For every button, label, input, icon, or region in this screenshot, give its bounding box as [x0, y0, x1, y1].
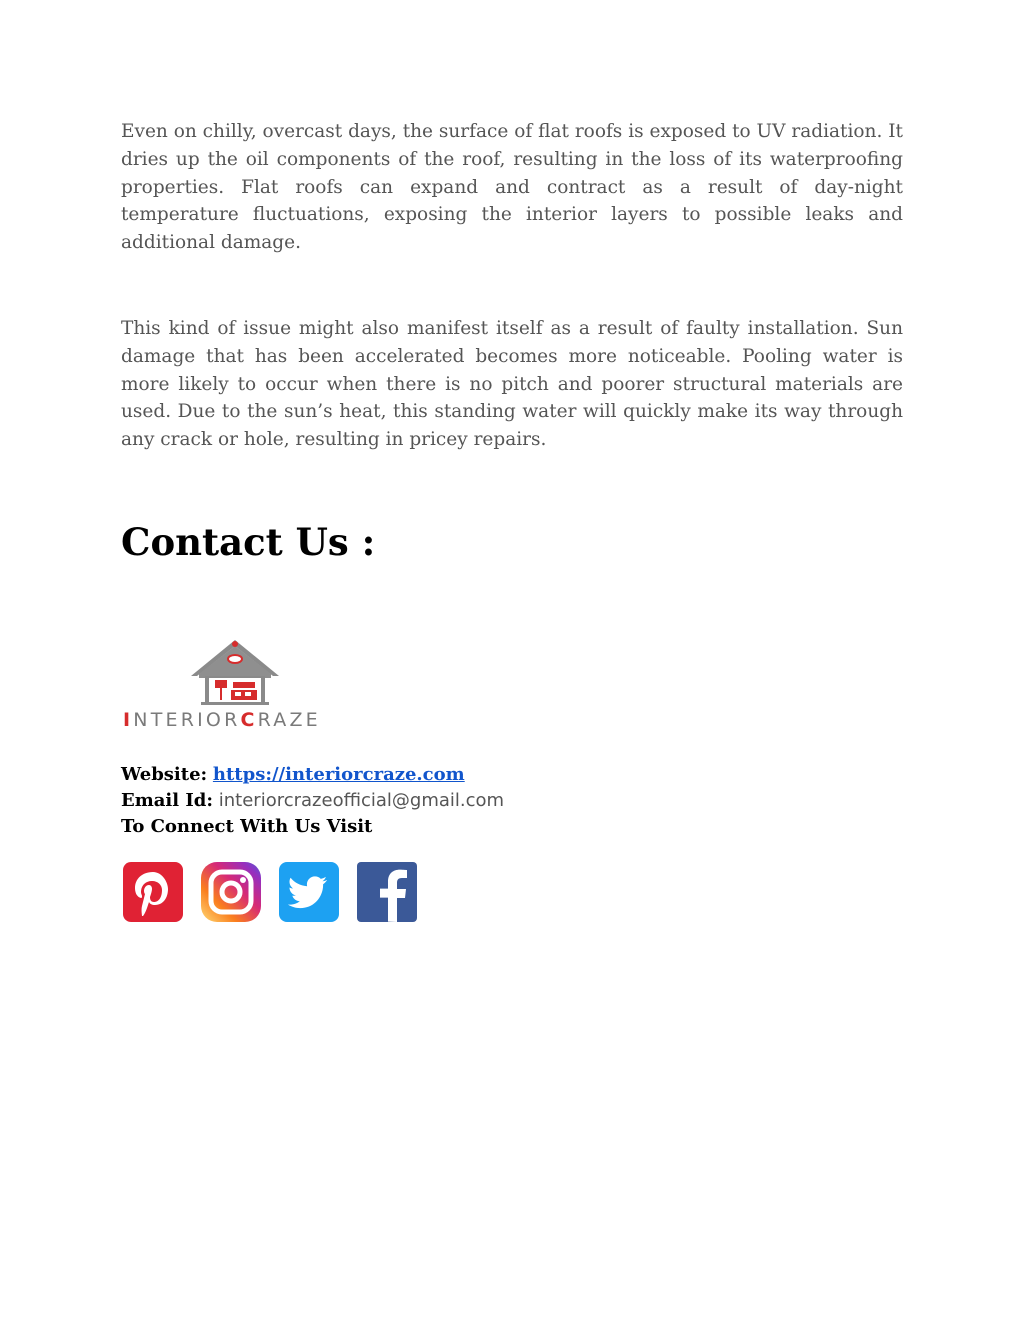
facebook-icon[interactable] — [355, 860, 419, 924]
paragraph-uv-radiation: Even on chilly, overcast days, the surface of flat roofs is exposed to UV radiation. It dries up the oil components of the roof, resulting in the loss of its waterproofing properties. Flat roofs can expand and contract as a result of day-night temperature fluctuations, exposing the interior layers to possible leaks and additional damage. — [121, 121, 903, 254]
contact-heading: Contact Us : — [121, 519, 376, 564]
website-label: Website: — [121, 763, 208, 785]
email-line — [121, 788, 903, 814]
connect-label: To Connect With Us Visit — [121, 815, 373, 837]
website-link[interactable]: https://interiorcraze.com — [212, 763, 465, 785]
website-line — [121, 762, 903, 788]
social-icons — [121, 860, 903, 924]
logo-wordmark: INTERIORCRAZE — [123, 708, 321, 731]
connect-line — [121, 814, 903, 840]
instagram-icon[interactable] — [199, 860, 263, 924]
interiorcraze-logo — [121, 638, 349, 732]
email-label: Email Id: — [121, 789, 214, 811]
paragraph-faulty-installation: This kind of issue might also manifest itself as a result of faulty installation. Sun damage that has been accelerated becomes more noticeable. Pooling water is more likely to occur when there is no pitch and poorer structural materials are used. Due to the sun’s heat, this standing water will quickly make its way through any crack or hole, resulting in pricey repairs. — [121, 317, 903, 451]
twitter-icon[interactable] — [277, 860, 341, 924]
contact-info — [121, 762, 903, 840]
email-value: interiorcrazeofficial@gmail.com — [218, 789, 505, 811]
page-content — [121, 118, 903, 924]
house-logo-icon — [121, 638, 349, 708]
pinterest-icon[interactable] — [121, 860, 185, 924]
